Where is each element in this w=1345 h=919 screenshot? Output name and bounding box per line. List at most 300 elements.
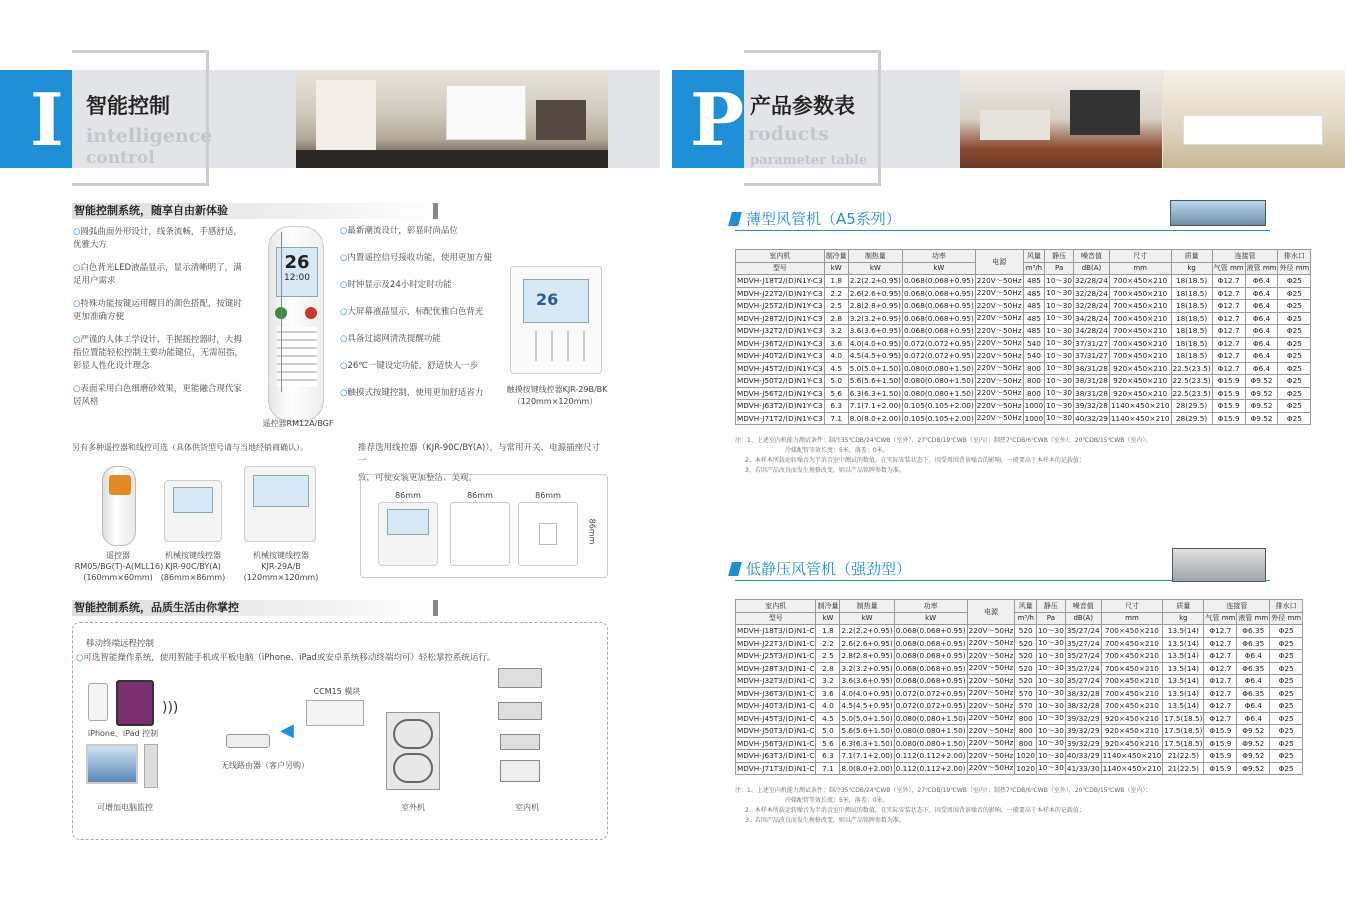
table-cell: 13.5(14) [1163, 650, 1204, 663]
table-cell: 570 [1015, 687, 1037, 700]
table-cell: 520 [1015, 637, 1037, 650]
table-cell: 2.8 [816, 662, 840, 675]
t2-subheader-8: mm [1101, 612, 1163, 625]
table-cell: 920×450×210 [1101, 737, 1163, 750]
table-cell: 7.1 [816, 762, 840, 775]
section-heading-2: 智能控制系统，品质生活由你掌控 [74, 601, 239, 614]
table-cell: 3.2 [824, 325, 848, 338]
table-cell: 3.2(3.2+0.95) [849, 313, 901, 323]
table-cell: Φ25 [1270, 725, 1303, 738]
t2-header-5: 风量 [1015, 600, 1037, 613]
table-cell: 2.5 [816, 650, 840, 663]
table-cell: 700×450×210 [1109, 350, 1171, 363]
table-cell: MDVH-J22T2/(D)N1Y-C3 [737, 288, 823, 298]
table-cell: 5.0 [824, 375, 848, 388]
table-cell: Φ15.9 [1204, 725, 1237, 738]
table-cell: 5.6 [816, 737, 840, 750]
table-cell: Φ6.35 [1237, 662, 1270, 675]
options-text: 另有多种遥控器和线控可选（具体供货型号请与当地经销商确认）。 [72, 443, 308, 452]
table-cell: 10～30 [1036, 650, 1065, 663]
t2-header-0: 室内机 [736, 600, 816, 613]
table-cell: 37/31/27 [1075, 351, 1108, 361]
table-cell: Φ6.4 [1245, 300, 1278, 313]
remote-lcd-temp: 26 [284, 252, 310, 273]
ipad-device [116, 680, 154, 726]
t1-header-3: 功率 [902, 250, 975, 263]
spec-table-2 [735, 599, 1303, 775]
table-row [736, 675, 1303, 688]
table-cell: 220V～50Hz [975, 287, 1023, 300]
table-cell: MDVH-J45T3/(D)N1-C [737, 713, 815, 723]
rec-switch [518, 502, 578, 566]
table-row [736, 625, 1303, 638]
table-cell: Φ25 [1278, 362, 1311, 375]
table-cell: MDVH-J18T3/(D)N1-C [737, 626, 815, 636]
dim-1: 86mm [395, 491, 421, 500]
mobile-text: ○可选智能操作系统，使用智能手机或平板电脑（iPhone、iPad或安卓系统移动终端均可）轻松掌控系统运行。 [76, 653, 496, 663]
table-cell: Φ25 [1270, 675, 1303, 688]
table-cell: Φ12.7 [1212, 325, 1245, 338]
t1-header-11: 排水口 [1278, 250, 1311, 263]
table-cell: 220V～50Hz [975, 400, 1023, 413]
table-cell: 34/28/24 [1075, 313, 1108, 323]
table-cell: Φ25 [1270, 737, 1303, 750]
table-cell: 1140×450×210 [1102, 751, 1162, 761]
feature-4b: 指位置能轻松控制主要功能键位，无需屈指， [73, 348, 244, 358]
section-letter-i: I [30, 77, 64, 162]
table-cell: Φ15.9 [1212, 400, 1245, 413]
indoor-unit-3 [500, 734, 540, 750]
table-cell: 0.080(0.080+1.50) [903, 376, 974, 386]
table-cell: 35/27/24 [1066, 676, 1100, 686]
table-cell: Φ9.52 [1245, 400, 1278, 413]
table-cell: 0.072(0.072+0.95) [895, 701, 966, 711]
outdoor-label: 室外机 [401, 803, 425, 812]
table-cell: 10～30 [1045, 412, 1074, 425]
table-cell: Φ6.4 [1245, 287, 1278, 300]
table-cell: 2.2 [824, 287, 848, 300]
table-cell: 220V～50Hz [975, 350, 1023, 363]
table-cell: 7.1(7.1+2.00) [841, 751, 893, 761]
table-cell: 17.5(18.5) [1164, 713, 1203, 723]
table-cell: 700×450×210 [1109, 312, 1171, 325]
wf-1: ○最新潮流设计，彰显时尚品位 [340, 226, 458, 236]
table-row [736, 375, 1311, 388]
t2-subheader-2: kW [840, 612, 894, 625]
t1-header-9: 质量 [1171, 250, 1212, 263]
table-row [736, 650, 1303, 663]
table-cell: Φ15.9 [1212, 412, 1245, 425]
t1-subheader-0: 型号 [736, 262, 825, 275]
t2-subheader-9: kg [1163, 612, 1204, 625]
product-heading-2: 低静压风管机（强劲型） [746, 560, 912, 578]
mobile-heading: 移动终端远程控制 [86, 639, 155, 649]
feature-3b: 更加准确方便 [73, 312, 125, 322]
table-cell: 920×450×210 [1109, 387, 1171, 400]
table-cell: MDVH-J71T3/(D)N1-C [737, 763, 815, 773]
dim-4: 86mm [587, 518, 597, 545]
table-cell: 4.0 [816, 700, 840, 713]
indoor-label: 室内机 [515, 803, 539, 812]
table-cell: 8.0(8.0+2.00) [849, 413, 901, 423]
table-cell: 0.080(0.080+1.50) [903, 388, 974, 398]
table-cell: 220V～50Hz [975, 387, 1023, 400]
table-cell: Φ25 [1278, 400, 1311, 413]
recommend-line-1: 推荐选用线控器（KJR-90C/BY(A)），与常用开关、电源插座尺寸一 [358, 443, 601, 466]
t1-subheader-10: 气管 mm [1212, 262, 1245, 275]
table-cell: 220V～50Hz [967, 625, 1015, 638]
table-cell: MDVH-J71T2/(D)N1Y-C3 [737, 413, 823, 423]
table-cell: 5.0(5.0+1.50) [849, 363, 901, 373]
table-cell: 220V～50Hz [967, 700, 1015, 713]
table-cell: 520 [1015, 662, 1037, 675]
table-cell: 10～30 [1045, 325, 1074, 338]
note-1-3: 2、本样本所载运转噪音为半消音室中测试的数值，在实际安装状态下，因受周围背景噪音的影响，一般要高于本样本的记载值； [745, 457, 1085, 464]
t1-subheader-11: 液管 mm [1245, 262, 1278, 275]
table-cell: 0.068(0.068+0.95) [903, 276, 974, 286]
iphone-device [88, 683, 108, 721]
table-cell: 22.5(23.5) [1172, 376, 1211, 386]
table-cell: 38/31/28 [1075, 376, 1108, 386]
table-cell: 18(18.5) [1171, 300, 1212, 313]
table-cell: 220V～50Hz [967, 637, 1015, 650]
table-cell: MDVH-J32T2/(D)N1Y-C3 [737, 326, 823, 336]
indoor-unit-2 [498, 702, 542, 720]
table-cell: 700×450×210 [1101, 637, 1163, 650]
table-cell: 1.8 [824, 275, 848, 288]
table-cell: Φ12.7 [1204, 675, 1237, 688]
table-cell: Φ9.52 [1237, 750, 1270, 763]
table-cell: 10～30 [1036, 687, 1065, 700]
wf-5: ○具备过滤网清洗提醒功能 [340, 334, 441, 344]
table-cell: Φ6.4 [1237, 712, 1270, 725]
t2-subheader-10: 气管 mm [1204, 612, 1237, 625]
table-cell: 2.6(2.6+0.95) [841, 638, 893, 648]
title-en-2-left: control [86, 148, 155, 168]
table-cell: 13.5(14) [1163, 662, 1204, 675]
feature-1: ○圆弧曲面外形设计，线条流畅，手感舒适， [73, 227, 242, 237]
opt-1-model: RM05/BG(T)-A(MLL16) [74, 562, 164, 571]
table-cell: 700×450×210 [1101, 700, 1163, 713]
table-row [736, 300, 1311, 313]
table-cell: Φ25 [1270, 625, 1303, 638]
table-cell: Φ25 [1270, 750, 1303, 763]
table-cell: 800 [1015, 725, 1037, 738]
table-row [736, 387, 1311, 400]
t1-subheader-1: kW [824, 262, 848, 275]
table-cell: 17.5(18.5) [1164, 738, 1203, 748]
table-cell: 920×450×210 [1109, 375, 1171, 388]
table-row [736, 687, 1303, 700]
table-cell: Φ12.7 [1204, 662, 1237, 675]
table-cell: 38/32/28 [1066, 688, 1100, 698]
table-cell: 220V～50Hz [975, 375, 1023, 388]
t2-subheader-12: 外径 mm [1270, 612, 1303, 625]
pc-monitor [86, 744, 138, 784]
table-cell: 0.068(0.068+0.95) [903, 326, 974, 336]
product-icon-2 [728, 562, 742, 576]
table-cell: Φ25 [1278, 412, 1311, 425]
table-cell: 37/31/27 [1075, 338, 1108, 348]
table-row [736, 275, 1311, 288]
t2-header-10: 连接管 [1204, 600, 1270, 613]
arrow-icon: ◀ [280, 720, 294, 741]
table-cell: 10～30 [1045, 287, 1074, 300]
wired-features-list [340, 225, 510, 400]
t1-header-5: 风量 [1023, 250, 1045, 263]
t2-header-4: 电源 [967, 600, 1015, 625]
table-cell: MDVH-J36T2/(D)N1Y-C3 [737, 338, 823, 348]
router [226, 734, 270, 748]
table-cell: 4.5 [824, 362, 848, 375]
table-row [736, 412, 1311, 425]
table-cell: Φ12.7 [1212, 362, 1245, 375]
table-cell: 220V～50Hz [967, 675, 1015, 688]
table-cell: 5.6(5.6+1.50) [849, 376, 901, 386]
t2-subheader-7: dB(A) [1065, 612, 1101, 625]
interior-photo-right-1 [960, 70, 1162, 168]
t1-subheader-2: kW [848, 262, 902, 275]
t2-subheader-11: 液管 mm [1237, 612, 1270, 625]
table-cell: 485 [1023, 312, 1045, 325]
table-cell: Φ9.52 [1245, 375, 1278, 388]
page-title-right: 产品参数表 [750, 94, 855, 118]
table-cell: 2.2(2.2+0.95) [849, 276, 901, 286]
table-cell: 10～30 [1045, 337, 1074, 350]
table-cell: Φ6.4 [1245, 312, 1278, 325]
outdoor-unit [386, 712, 440, 790]
table-cell: Φ25 [1270, 712, 1303, 725]
opt-1-size: (160mm×60mm) [83, 573, 153, 582]
ccm15-module [306, 700, 364, 726]
table-cell: 35/27/24 [1066, 638, 1100, 648]
table-cell: 220V～50Hz [967, 750, 1015, 763]
table-cell: 4.5 [816, 712, 840, 725]
table-cell: 13.5(14) [1163, 625, 1204, 638]
section-bar-accent-1 [433, 203, 438, 219]
table-cell: 13.5(14) [1163, 700, 1204, 713]
table-cell: Φ6.4 [1237, 675, 1270, 688]
table-cell: Φ25 [1278, 350, 1311, 363]
table-cell: 0.105(0.105+2.00) [903, 413, 974, 423]
table-cell: MDVH-J25T3/(D)N1-C [737, 651, 815, 661]
table-cell: 39/32/29 [1066, 738, 1100, 748]
table-row [736, 350, 1311, 363]
note-2-4: 3、若因产品改良而发生规格改变，则以产品铭牌参数为准。 [745, 817, 905, 824]
table-cell: 13.5(14) [1163, 687, 1204, 700]
table-cell: 0.072(0.072+0.95) [903, 338, 974, 348]
feature-2b: 足用户需求 [73, 276, 116, 286]
table-cell: Φ25 [1270, 700, 1303, 713]
table-cell: 40/32/29 [1075, 413, 1108, 423]
table-cell: Φ12.7 [1212, 350, 1245, 363]
table-cell: Φ12.7 [1204, 700, 1237, 713]
table-cell: 18(18.5) [1171, 325, 1212, 338]
product-underline-1 [735, 230, 1270, 231]
wired-controller-size: （120mm×120mm） [512, 397, 598, 406]
t2-header-7: 噪音值 [1065, 600, 1101, 613]
table-cell: 0.072(0.072+0.95) [895, 688, 966, 698]
table-cell: 22.5(23.5) [1172, 388, 1211, 398]
table-cell: 18(18.5) [1171, 287, 1212, 300]
table-cell: 1140×450×210 [1102, 763, 1162, 773]
table-cell: 7.1(7.1+2.00) [849, 401, 901, 411]
table-cell: 18(18.5) [1171, 275, 1212, 288]
table-cell: 10～30 [1045, 362, 1074, 375]
table-cell: Φ12.7 [1212, 337, 1245, 350]
table-cell: Φ12.7 [1204, 712, 1237, 725]
section-heading-1: 智能控制系统，随享自由新体验 [74, 204, 228, 217]
table-cell: 39/32/29 [1066, 713, 1100, 723]
table-cell: MDVH-J40T3/(D)N1-C [737, 701, 815, 711]
table-cell: 220V～50Hz [975, 275, 1023, 288]
table-cell: 3.2 [816, 675, 840, 688]
wf-3: ○时钟显示及24小时定时功能 [340, 280, 452, 290]
table-cell: 220V～50Hz [967, 650, 1015, 663]
remote-lcd-clock: 12:00 [284, 273, 310, 283]
table-cell: 10～30 [1036, 662, 1065, 675]
table-cell: 1020 [1016, 751, 1035, 761]
table-cell: Φ15.9 [1212, 387, 1245, 400]
t2-header-11: 排水口 [1270, 600, 1303, 613]
table-cell: 700×450×210 [1109, 275, 1171, 288]
table-cell: 38/31/28 [1075, 363, 1108, 373]
table-cell: 5.0 [816, 725, 840, 738]
table-cell: 800 [1023, 375, 1045, 388]
note-1-2: 冷媒配管等效长度：5米，落差：0米。 [785, 447, 889, 454]
table-row [736, 362, 1311, 375]
note-2-2: 冷媒配管等效长度：5米，落差：0米。 [785, 797, 889, 804]
table-cell: 220V～50Hz [975, 325, 1023, 338]
table-row [736, 337, 1311, 350]
t1-header-10: 连接管 [1212, 250, 1278, 263]
table-cell: 3.6(3.6+0.95) [841, 676, 893, 686]
table-cell: 1000 [1024, 401, 1044, 411]
wired-controller-label: 触摸按键线控器KJR-29B/BK [506, 385, 608, 394]
table-cell: 2.2 [816, 637, 840, 650]
notes-2 [735, 786, 1275, 826]
table-cell: Φ12.7 [1212, 300, 1245, 313]
iphone-label: iPhone、iPad 控制 [87, 729, 159, 738]
table-row [736, 712, 1303, 725]
table-cell: Φ15.9 [1212, 375, 1245, 388]
table-cell: 35/27/24 [1066, 663, 1100, 673]
interior-photo-right-2 [1163, 70, 1345, 168]
table-cell: 39/32/29 [1066, 726, 1100, 736]
table-cell: Φ12.7 [1204, 650, 1237, 663]
t1-header-2: 制热量 [848, 250, 902, 263]
wf-7: ○触摸式按键控制，使用更加舒适省力 [340, 388, 484, 398]
table-cell: 2.2(2.2+0.95) [841, 626, 893, 636]
table-cell: Φ6.35 [1237, 625, 1270, 638]
table-cell: 800 [1015, 737, 1037, 750]
table-cell: Φ15.9 [1204, 750, 1237, 763]
pc-tower [144, 744, 158, 788]
table-cell: 0.068(0.068+0.95) [903, 301, 974, 311]
table-cell: 220V～50Hz [975, 337, 1023, 350]
leader-lines-left [230, 232, 282, 392]
table-cell: 920×450×210 [1101, 712, 1163, 725]
table-cell: 22.5(23.5) [1172, 363, 1211, 373]
table-cell: 3.6 [824, 337, 848, 350]
table-cell: Φ25 [1278, 325, 1311, 338]
table-cell: MDVH-J40T2/(D)N1Y-C3 [737, 351, 823, 361]
table-cell: Φ25 [1278, 312, 1311, 325]
table-cell: 4.0(4.0+0.95) [841, 688, 893, 698]
t2-header-8: 尺寸 [1101, 600, 1163, 613]
table-cell: 10～30 [1036, 637, 1065, 650]
table-cell: 540 [1023, 337, 1045, 350]
table-cell: Φ25 [1278, 287, 1311, 300]
table-cell: 700×450×210 [1109, 287, 1171, 300]
table-cell: 920×450×210 [1101, 725, 1163, 738]
table-cell: 10～30 [1045, 400, 1074, 413]
feature-1b: 优雅大方 [73, 240, 108, 250]
page-title-left: 智能控制 [86, 94, 170, 118]
wf-2: ○内置遥控信号接收功能，使用更加方便 [340, 253, 492, 263]
table-cell: 18(18.5) [1171, 337, 1212, 350]
opt-2-size: (86mm×86mm) [160, 573, 226, 582]
table-cell: 10～30 [1036, 712, 1065, 725]
duct-unit-image-1 [1170, 200, 1266, 226]
table-cell: 10～30 [1045, 350, 1074, 363]
table-cell: 10～30 [1045, 275, 1074, 288]
table-cell: 10～30 [1045, 312, 1074, 325]
feature-5b: 居风格 [73, 397, 99, 407]
table-cell: Φ12.7 [1212, 287, 1245, 300]
table-cell: 8.0(8.0+2.00) [841, 763, 893, 773]
table-cell: 520 [1015, 650, 1037, 663]
table-cell: 520 [1015, 675, 1037, 688]
remote-label: 遥控器RM12A/BGF [262, 419, 334, 428]
opt-3-name: 机械按键线控器 [253, 551, 309, 560]
table-cell: 38/31/28 [1075, 388, 1108, 398]
table-cell: 18(18.5) [1171, 312, 1212, 325]
table-cell: 2.5 [824, 300, 848, 313]
product-heading-1: 薄型风管机（A5系列） [746, 210, 901, 228]
table-cell: Φ12.7 [1212, 275, 1245, 288]
table-row [736, 725, 1303, 738]
table-cell: 38/32/28 [1066, 701, 1100, 711]
table-cell: 28(29.5) [1171, 400, 1212, 413]
table-cell: 920×450×210 [1109, 362, 1171, 375]
table-cell: MDVH-J63T3/(D)N1-C [737, 751, 815, 761]
table-cell: MDVH-J56T2/(D)N1Y-C3 [737, 388, 823, 398]
t1-subheader-3: kW [902, 262, 975, 275]
table-cell: 220V～50Hz [967, 662, 1015, 675]
table-cell: 220V～50Hz [975, 300, 1023, 313]
t2-header-3: 功率 [894, 600, 967, 613]
table-cell: Φ6.4 [1245, 337, 1278, 350]
rec-socket [450, 502, 510, 566]
wf-6: ○26℃一键设定功能，舒适快人一步 [340, 361, 479, 371]
table-cell: 220V～50Hz [975, 362, 1023, 375]
table-cell: 700×450×210 [1101, 625, 1163, 638]
table-cell: Φ9.52 [1245, 387, 1278, 400]
table-cell: MDVH-J63T2/(D)N1Y-C3 [737, 401, 823, 411]
table-cell: 485 [1023, 275, 1045, 288]
table-cell: Φ25 [1278, 375, 1311, 388]
table-cell: Φ25 [1270, 637, 1303, 650]
table-cell: 700×450×210 [1109, 325, 1171, 338]
title-en-2-right: parameter table [750, 153, 868, 168]
table-row [736, 700, 1303, 713]
indoor-unit-1 [498, 668, 542, 688]
dim-3: 86mm [535, 491, 561, 500]
table-cell: Φ25 [1278, 337, 1311, 350]
recommend-line-2: 致，可使安装更加整洁、美观。 [358, 473, 478, 483]
wf-4: ○大屏幕液晶显示，标配优雅白色背光 [340, 307, 484, 317]
